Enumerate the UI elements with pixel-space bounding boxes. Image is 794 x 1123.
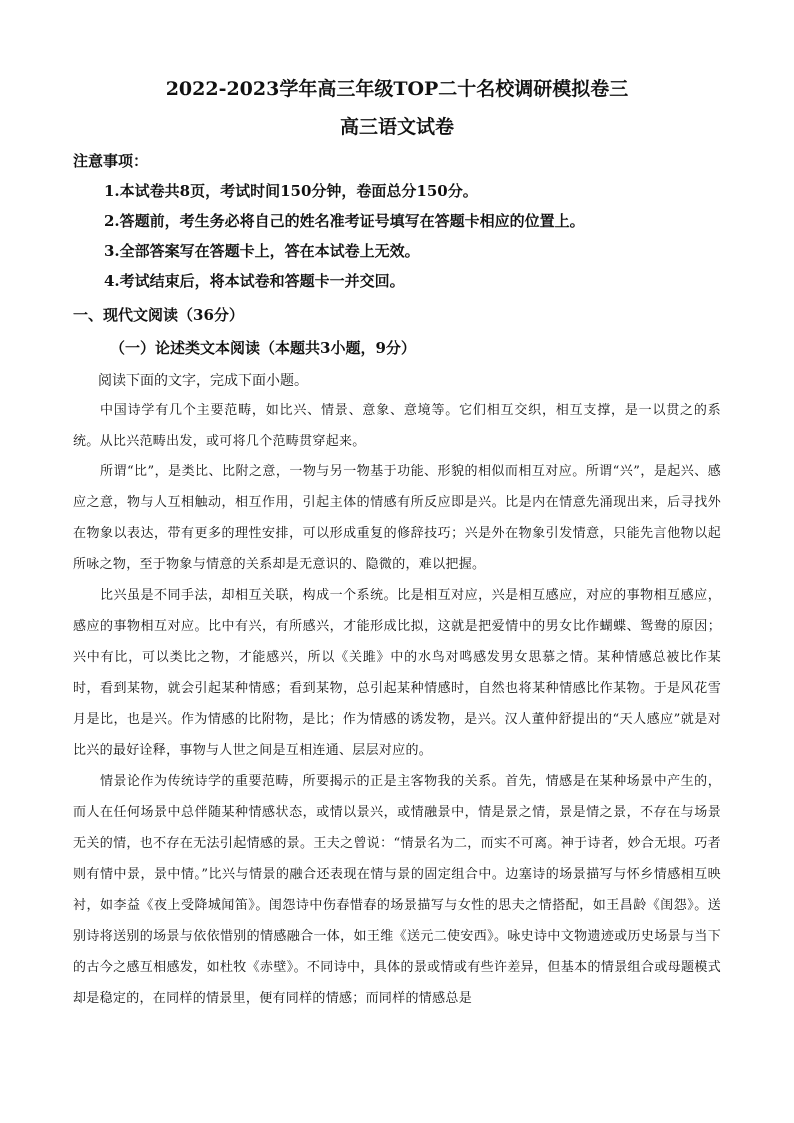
notice-item: 4.考试结束后，将本试卷和答题卡一并交回。 — [104, 272, 405, 290]
section-heading: 一、现代文阅读（36分） — [73, 306, 244, 324]
page-subtitle: 高三语文试卷 — [339, 116, 454, 138]
notice-item: 2.答题前，考生务必将自己的姓名准考证号填写在答题卡相应的位置上。 — [104, 212, 585, 230]
passage-paragraph: 所谓“比”，是类比、比附之意，一物与另一物基于功能、形貌的相似而相互对应。所谓“兴”，是起兴、感应之意，物与人互相触动，相互作用，引起主体的情感有所反应即是兴。比是内在情意先涌现出来，后寻找外在物象以表达，带有更多的理性安排，可以形成重复的修辞技巧；兴是外在物象引发情意，只能先言他物以起所咏之物，至于物象与情意的关系却是无意识的、隐微的，难以把握。 — [73, 464, 721, 572]
notice-heading: 注意事项： — [73, 152, 149, 170]
passage-paragraph: 情景论作为传统诗学的重要范畴，所要揭示的正是主客物我的关系。首先，情感是在某种场景中产生的，而人在任何场景中总伴随某种情感状态，或情以景兴，或情融景中，情是景之情，景是情之景，不存在与场景无关的情，也不存在无法引起情感的景。王夫之曾说：“情景名为二，而实不可离。神于诗者，妙合无垠。巧者则有情中景，景中情。”比兴与情景的融合还表现在情与景的固定组合中。边塞诗的场景描写与怀乡情感相互映衬，如李益《夜上受降城闻笛》。闺怨诗中伤春惜春的场景描写与女性的思夫之情搭配，如王昌龄《闺怨》。送别诗将送别的场景与依依惜别的情感融合一体，如王维《送元二使安西》。咏史诗中文物遗迹或历史场景与当下的古今之感互相感发，如杜牧《赤壁》。不同诗中，具体的景或情或有些许差异，但基本的情景组合或母题模式却是稳定的，在同样的情景里，便有同样的情感；而同样的情感总是 — [73, 774, 721, 1006]
notice-item: 1.本试卷共8页，考试时间150分钟，卷面总分150分。 — [104, 182, 478, 200]
subsection-heading: （一）论述类文本阅读（本题共3小题，9分） — [110, 339, 416, 357]
passage-paragraph: 中国诗学有几个主要范畴，如比兴、情景、意象、意境等。它们相互交织，相互支撑，是一以贯之的系统。从比兴范畴出发，或可将几个范畴贯穿起来。 — [73, 403, 721, 449]
page-title: 2022-2023学年高三年级TOP二十名校调研模拟卷三 — [165, 78, 629, 100]
passage-paragraph: 比兴虽是不同手法，却相互关联，构成一个系统。比是相互对应，兴是相互感应，对应的事物相互感应，感应的事物相互对应。比中有兴，有所感兴，才能形成比拟，这就是把爱情中的男女比作蝴蝶、鸳鸯的原因；兴中有比，可以类比之物，才能感兴，所以《关雎》中的水鸟对鸣感发男女思慕之情。某种情感总被比作某时，看到某物，就会引起某种情感；看到某物，总引起某种情感时，自然也将某种情感比作某物。于是风花雪月是比，也是兴。作为情感的比附物，是比；作为情感的诱发物，是兴。汉人董仲舒提出的“天人感应”就是对比兴的最好诠释，事物与人世之间是互相连通、层层对应的。 — [73, 588, 721, 758]
notice-item: 3.全部答案写在答题卡上，答在本试卷上无效。 — [104, 242, 420, 260]
reading-instruction: 阅读下面的文字，完成下面小题。 — [98, 373, 308, 389]
